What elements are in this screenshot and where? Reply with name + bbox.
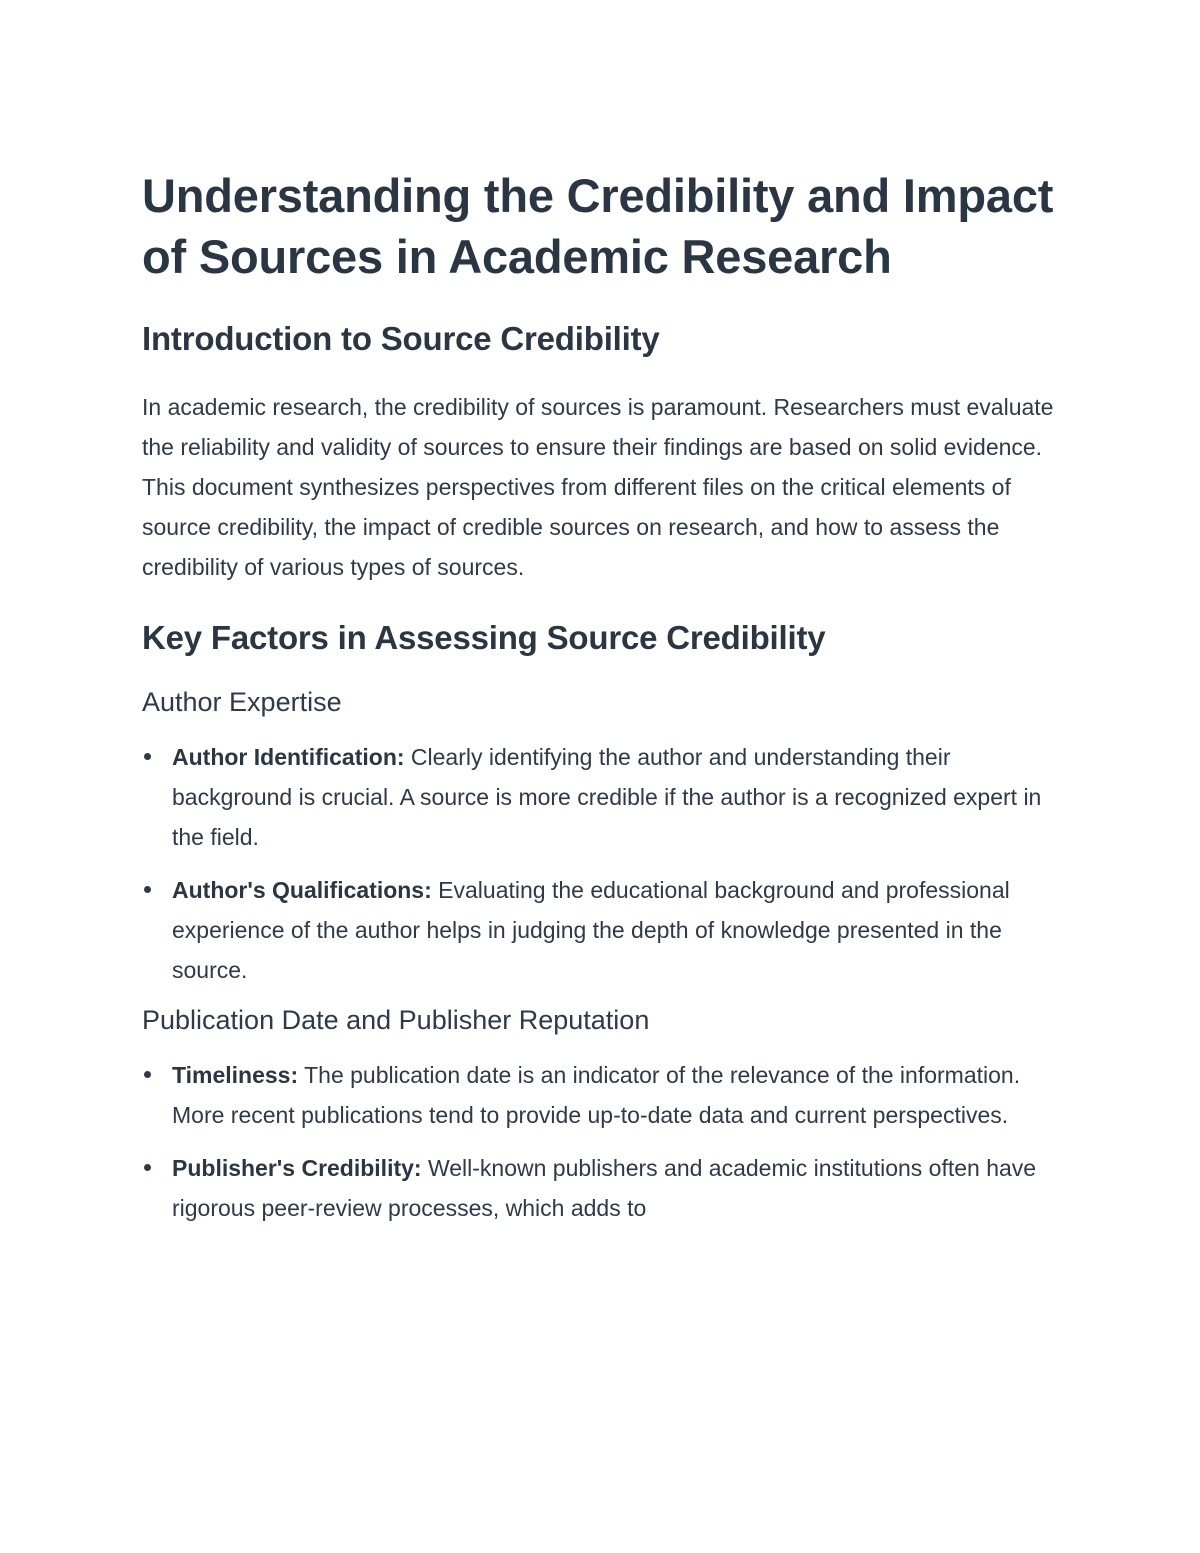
list-item-term: Publisher's Credibility: [172,1155,422,1181]
list-item [142,870,1057,990]
bullet-icon [144,1071,151,1078]
subsection-heading-author-expertise: Author Expertise [142,687,342,717]
section-heading-key-factors: Key Factors in Assessing Source Credibility [142,619,826,656]
list-item-text: Clearly identifying the author and understanding their background is crucial. A source is more credible if the author is a recognized expert in the field. [172,744,1042,850]
list-item-text: Evaluating the educational background and professional experience of the author helps in judging the depth of knowledge presented in the source. [172,877,1010,983]
list-item [142,737,1057,857]
list-item-term: Timeliness: [172,1062,299,1088]
document-title: Understanding the Credibility and Impact of Sources in Academic Research [142,169,1054,283]
bullet-icon [144,1164,151,1171]
author-expertise-list [142,737,1057,990]
publication-list [142,1055,1057,1228]
list-item [142,1055,1057,1135]
list-item [142,1148,1057,1228]
bullet-icon [144,753,151,760]
list-item-text: Well-known publishers and academic institutions often have rigorous peer-review processes, which adds to [172,1155,1037,1221]
list-item-term: Author's Qualifications: [172,877,432,903]
list-item-text: The publication date is an indicator of the relevance of the information. More recent publications tend to provide up-to-date data and current perspectives. [172,1062,1021,1128]
document-page [142,165,1057,1241]
subsection-heading-publication: Publication Date and Publisher Reputation [142,1005,650,1035]
introduction-paragraph: In academic research, the credibility of sources is paramount. Researchers must evaluate the reliability and validity of sources to ensure their findings are based on solid evidence. This document synthesizes perspectives from different files on the critical elements of source credibility, the impact of credible sources on research, and how to assess the credibility of various types of sources. [142,394,1054,580]
section-heading-introduction: Introduction to Source Credibility [142,320,660,357]
list-item-term: Author Identification: [172,744,405,770]
bullet-icon [144,886,151,893]
